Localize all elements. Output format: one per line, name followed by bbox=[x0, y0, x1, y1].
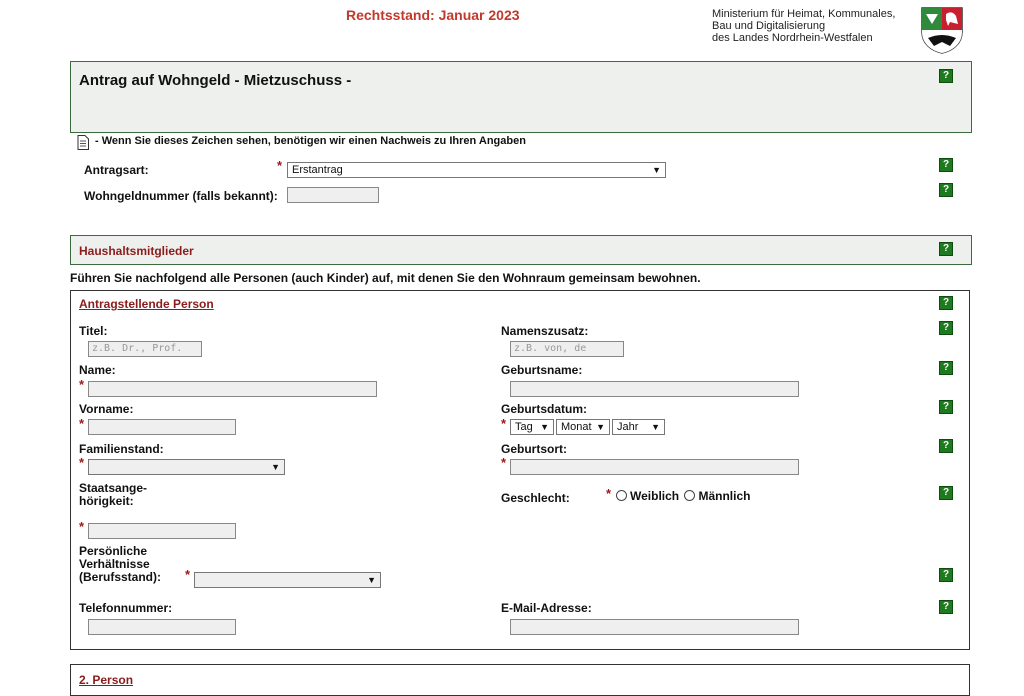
ministry-line-3: des Landes Nordrhein-Westfalen bbox=[712, 32, 873, 44]
geburtsort-label: Geburtsort: bbox=[501, 442, 567, 456]
help-title-icon[interactable]: ? bbox=[939, 69, 953, 83]
required-mark: * bbox=[79, 416, 85, 431]
document-icon bbox=[77, 135, 89, 150]
help-wohngeldnummer-icon[interactable]: ? bbox=[939, 183, 953, 197]
rechtsstand-text: Rechtsstand: Januar 2023 bbox=[346, 7, 520, 23]
help-geburtsort-icon[interactable]: ? bbox=[939, 439, 953, 453]
haushalt-instruction: Führen Sie nachfolgend alle Personen (auch Kinder) auf, mit denen Sie den Wohnraum gemeinsam bewohnen. bbox=[70, 271, 701, 285]
geburtsdatum-jahr-select[interactable] bbox=[612, 419, 665, 435]
chevron-down-icon: ▼ bbox=[367, 575, 376, 585]
required-mark: * bbox=[606, 486, 612, 501]
staatsangehoerigkeit-input[interactable] bbox=[88, 523, 236, 539]
vorname-label: Vorname: bbox=[79, 402, 134, 416]
help-namenszusatz-icon[interactable]: ? bbox=[939, 321, 953, 335]
email-label: E-Mail-Adresse: bbox=[501, 601, 592, 615]
name-input[interactable] bbox=[88, 381, 377, 397]
weiblich-label: Weiblich bbox=[630, 489, 680, 503]
chevron-down-icon: ▼ bbox=[651, 422, 660, 432]
help-antragsart-icon[interactable]: ? bbox=[939, 158, 953, 172]
person1-heading: Antragstellende Person bbox=[79, 297, 214, 311]
monat-value: Monat bbox=[561, 421, 592, 433]
ministry-name bbox=[712, 8, 895, 44]
required-mark: * bbox=[501, 455, 507, 470]
required-mark: * bbox=[79, 455, 85, 470]
chevron-down-icon: ▼ bbox=[271, 462, 280, 472]
weiblich-radio[interactable] bbox=[616, 490, 627, 501]
wohngeldnummer-label: Wohngeldnummer (falls bekannt): bbox=[84, 189, 278, 203]
chevron-down-icon: ▼ bbox=[596, 422, 605, 432]
help-haushalt-icon[interactable]: ? bbox=[939, 242, 953, 256]
vorname-input[interactable] bbox=[88, 419, 236, 435]
haushalt-section-title: Haushaltsmitglieder bbox=[79, 244, 194, 258]
titel-input[interactable]: z.B. Dr., Prof. bbox=[88, 341, 202, 357]
help-geburtsname-icon[interactable]: ? bbox=[939, 361, 953, 375]
geburtsort-input[interactable] bbox=[510, 459, 799, 475]
help-geschlecht-icon[interactable]: ? bbox=[939, 486, 953, 500]
chevron-down-icon: ▼ bbox=[652, 165, 661, 175]
geschlecht-radio-group bbox=[616, 489, 750, 503]
form-title: Antrag auf Wohngeld - Mietzuschuss - bbox=[79, 72, 352, 89]
person2-box bbox=[70, 664, 970, 696]
antragsart-value: Erstantrag bbox=[292, 164, 343, 176]
person2-heading: 2. Person bbox=[79, 673, 134, 687]
verh-label-line-3: (Berufsstand): bbox=[79, 570, 162, 584]
telefon-input[interactable] bbox=[88, 619, 236, 635]
familienstand-select[interactable] bbox=[88, 459, 285, 475]
namenszusatz-input[interactable]: z.B. von, de bbox=[510, 341, 624, 357]
email-input[interactable] bbox=[510, 619, 799, 635]
geburtsdatum-monat-select[interactable] bbox=[556, 419, 610, 435]
required-mark: * bbox=[79, 519, 85, 534]
maennlich-radio[interactable] bbox=[684, 490, 695, 501]
geburtsname-label: Geburtsname: bbox=[501, 363, 583, 377]
chevron-down-icon: ▼ bbox=[540, 422, 549, 432]
antragsart-select[interactable] bbox=[287, 162, 666, 178]
geburtsdatum-tag-select[interactable] bbox=[510, 419, 554, 435]
help-berufsstand-icon[interactable]: ? bbox=[939, 568, 953, 582]
help-geburtsdatum-icon[interactable]: ? bbox=[939, 400, 953, 414]
geburtsdatum-label: Geburtsdatum: bbox=[501, 402, 588, 416]
verhaeltnisse-label bbox=[79, 545, 161, 584]
required-mark: * bbox=[79, 377, 85, 392]
required-mark: * bbox=[185, 567, 191, 582]
berufsstand-select[interactable] bbox=[194, 572, 381, 588]
form-title-box bbox=[70, 61, 972, 133]
required-mark: * bbox=[501, 416, 507, 431]
name-label: Name: bbox=[79, 363, 116, 377]
telefon-label: Telefonnummer: bbox=[79, 601, 173, 615]
maennlich-label: Männlich bbox=[698, 489, 751, 503]
ministry-line-1: Ministerium für Heimat, Kommunales, bbox=[712, 8, 896, 20]
geschlecht-label: Geschlecht: bbox=[501, 491, 570, 505]
nrw-coat-of-arms-icon bbox=[920, 6, 964, 54]
help-email-icon[interactable]: ? bbox=[939, 600, 953, 614]
tag-value: Tag bbox=[515, 421, 533, 433]
staatsangehoerigkeit-label bbox=[79, 482, 147, 508]
required-mark: * bbox=[277, 158, 283, 173]
ministry-line-2: Bau und Digitalisierung bbox=[712, 20, 826, 32]
familienstand-label: Familienstand: bbox=[79, 442, 164, 456]
geburtsname-input[interactable] bbox=[510, 381, 799, 397]
staat-label-line-2: hörigkeit: bbox=[79, 494, 134, 508]
help-person1-icon[interactable]: ? bbox=[939, 296, 953, 310]
antragsart-label: Antragsart: bbox=[84, 163, 149, 177]
staat-label-line-1: Staatsange- bbox=[79, 481, 148, 495]
verh-label-line-1: Persönliche bbox=[79, 544, 148, 558]
jahr-value: Jahr bbox=[617, 421, 639, 433]
wohngeldnummer-input[interactable] bbox=[287, 187, 379, 203]
nachweis-hint: - Wenn Sie dieses Zeichen sehen, benötigen wir einen Nachweis zu Ihren Angaben bbox=[95, 135, 526, 147]
namenszusatz-label: Namenszusatz: bbox=[501, 324, 589, 338]
haushalt-section-header bbox=[70, 235, 972, 265]
titel-label: Titel: bbox=[79, 324, 108, 338]
verh-label-line-2: Verhältnisse bbox=[79, 557, 150, 571]
